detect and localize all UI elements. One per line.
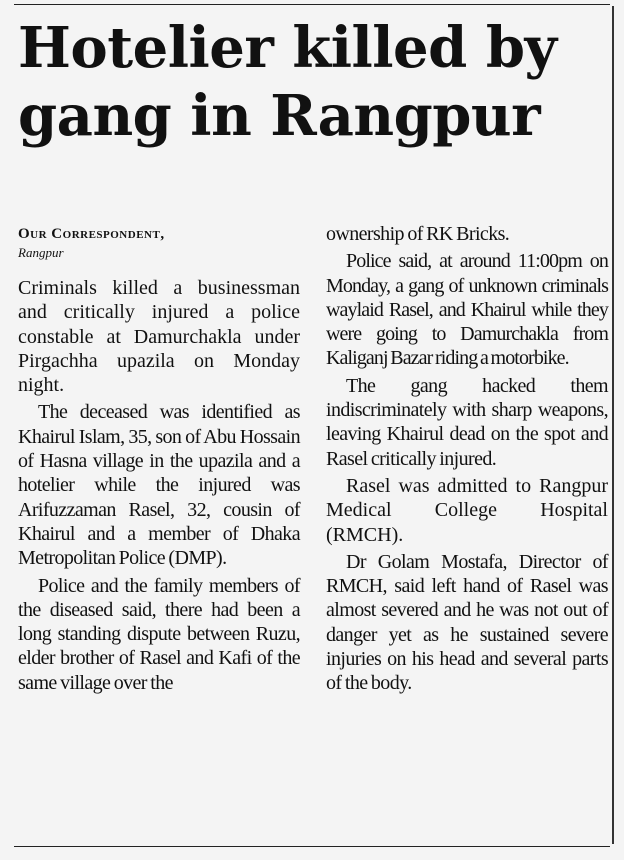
right-border — [612, 6, 614, 844]
bottom-rule — [14, 846, 610, 847]
column-1 — [18, 224, 300, 695]
paragraph-3-part-1: Police and the family members of the diseased said, there had been a long standing dispute between Ruzu, elder brother of Rasel and Kafi of the same village over the — [18, 574, 300, 694]
column-2 — [326, 222, 608, 696]
paragraph-3-part-2: ownership of RK Bricks. — [326, 223, 510, 245]
byline: Our Correspondent, — [18, 226, 165, 242]
paragraph-6: Rasel was admitted to Rangpur Medical College Hospital (RMCH). — [326, 474, 608, 546]
paragraph-4: Police said, at around 11:00pm on Monday, a gang of unknown criminals waylaid Rasel, and Khairul while they were going to Damurchakla from Kaliganj Bazar riding a motorbike. — [326, 250, 608, 370]
headline: Hotelier killed by gang in Rangpur — [18, 15, 557, 149]
paragraph-7: Dr Golam Mostafa, Director of RMCH, said left hand of Rasel was almost severed and he was not out of danger yet as he sustained severe injuries on his head and several parts of the body. — [326, 550, 608, 695]
paragraph-5: The gang hacked them indiscriminately with sharp weapons, leaving Khairul dead on the spot and Rasel critically injured. — [326, 374, 608, 470]
dateline-location: Rangpur — [18, 245, 64, 260]
paragraph-1: Criminals killed a businessman and critically injured a police constable at Damurchakla under Pirgachha upazila on Monday night. — [18, 277, 300, 397]
paragraph-2: The deceased was identified as Khairul Islam, 35, son of Abu Hossain of Hasna village in the upazila and a hotelier while the injured was Arifuzzaman Rasel, 32, cousin of Khairul and a member of Dhaka Metropolitan Police (DMP). — [18, 401, 300, 570]
top-rule — [14, 4, 610, 5]
